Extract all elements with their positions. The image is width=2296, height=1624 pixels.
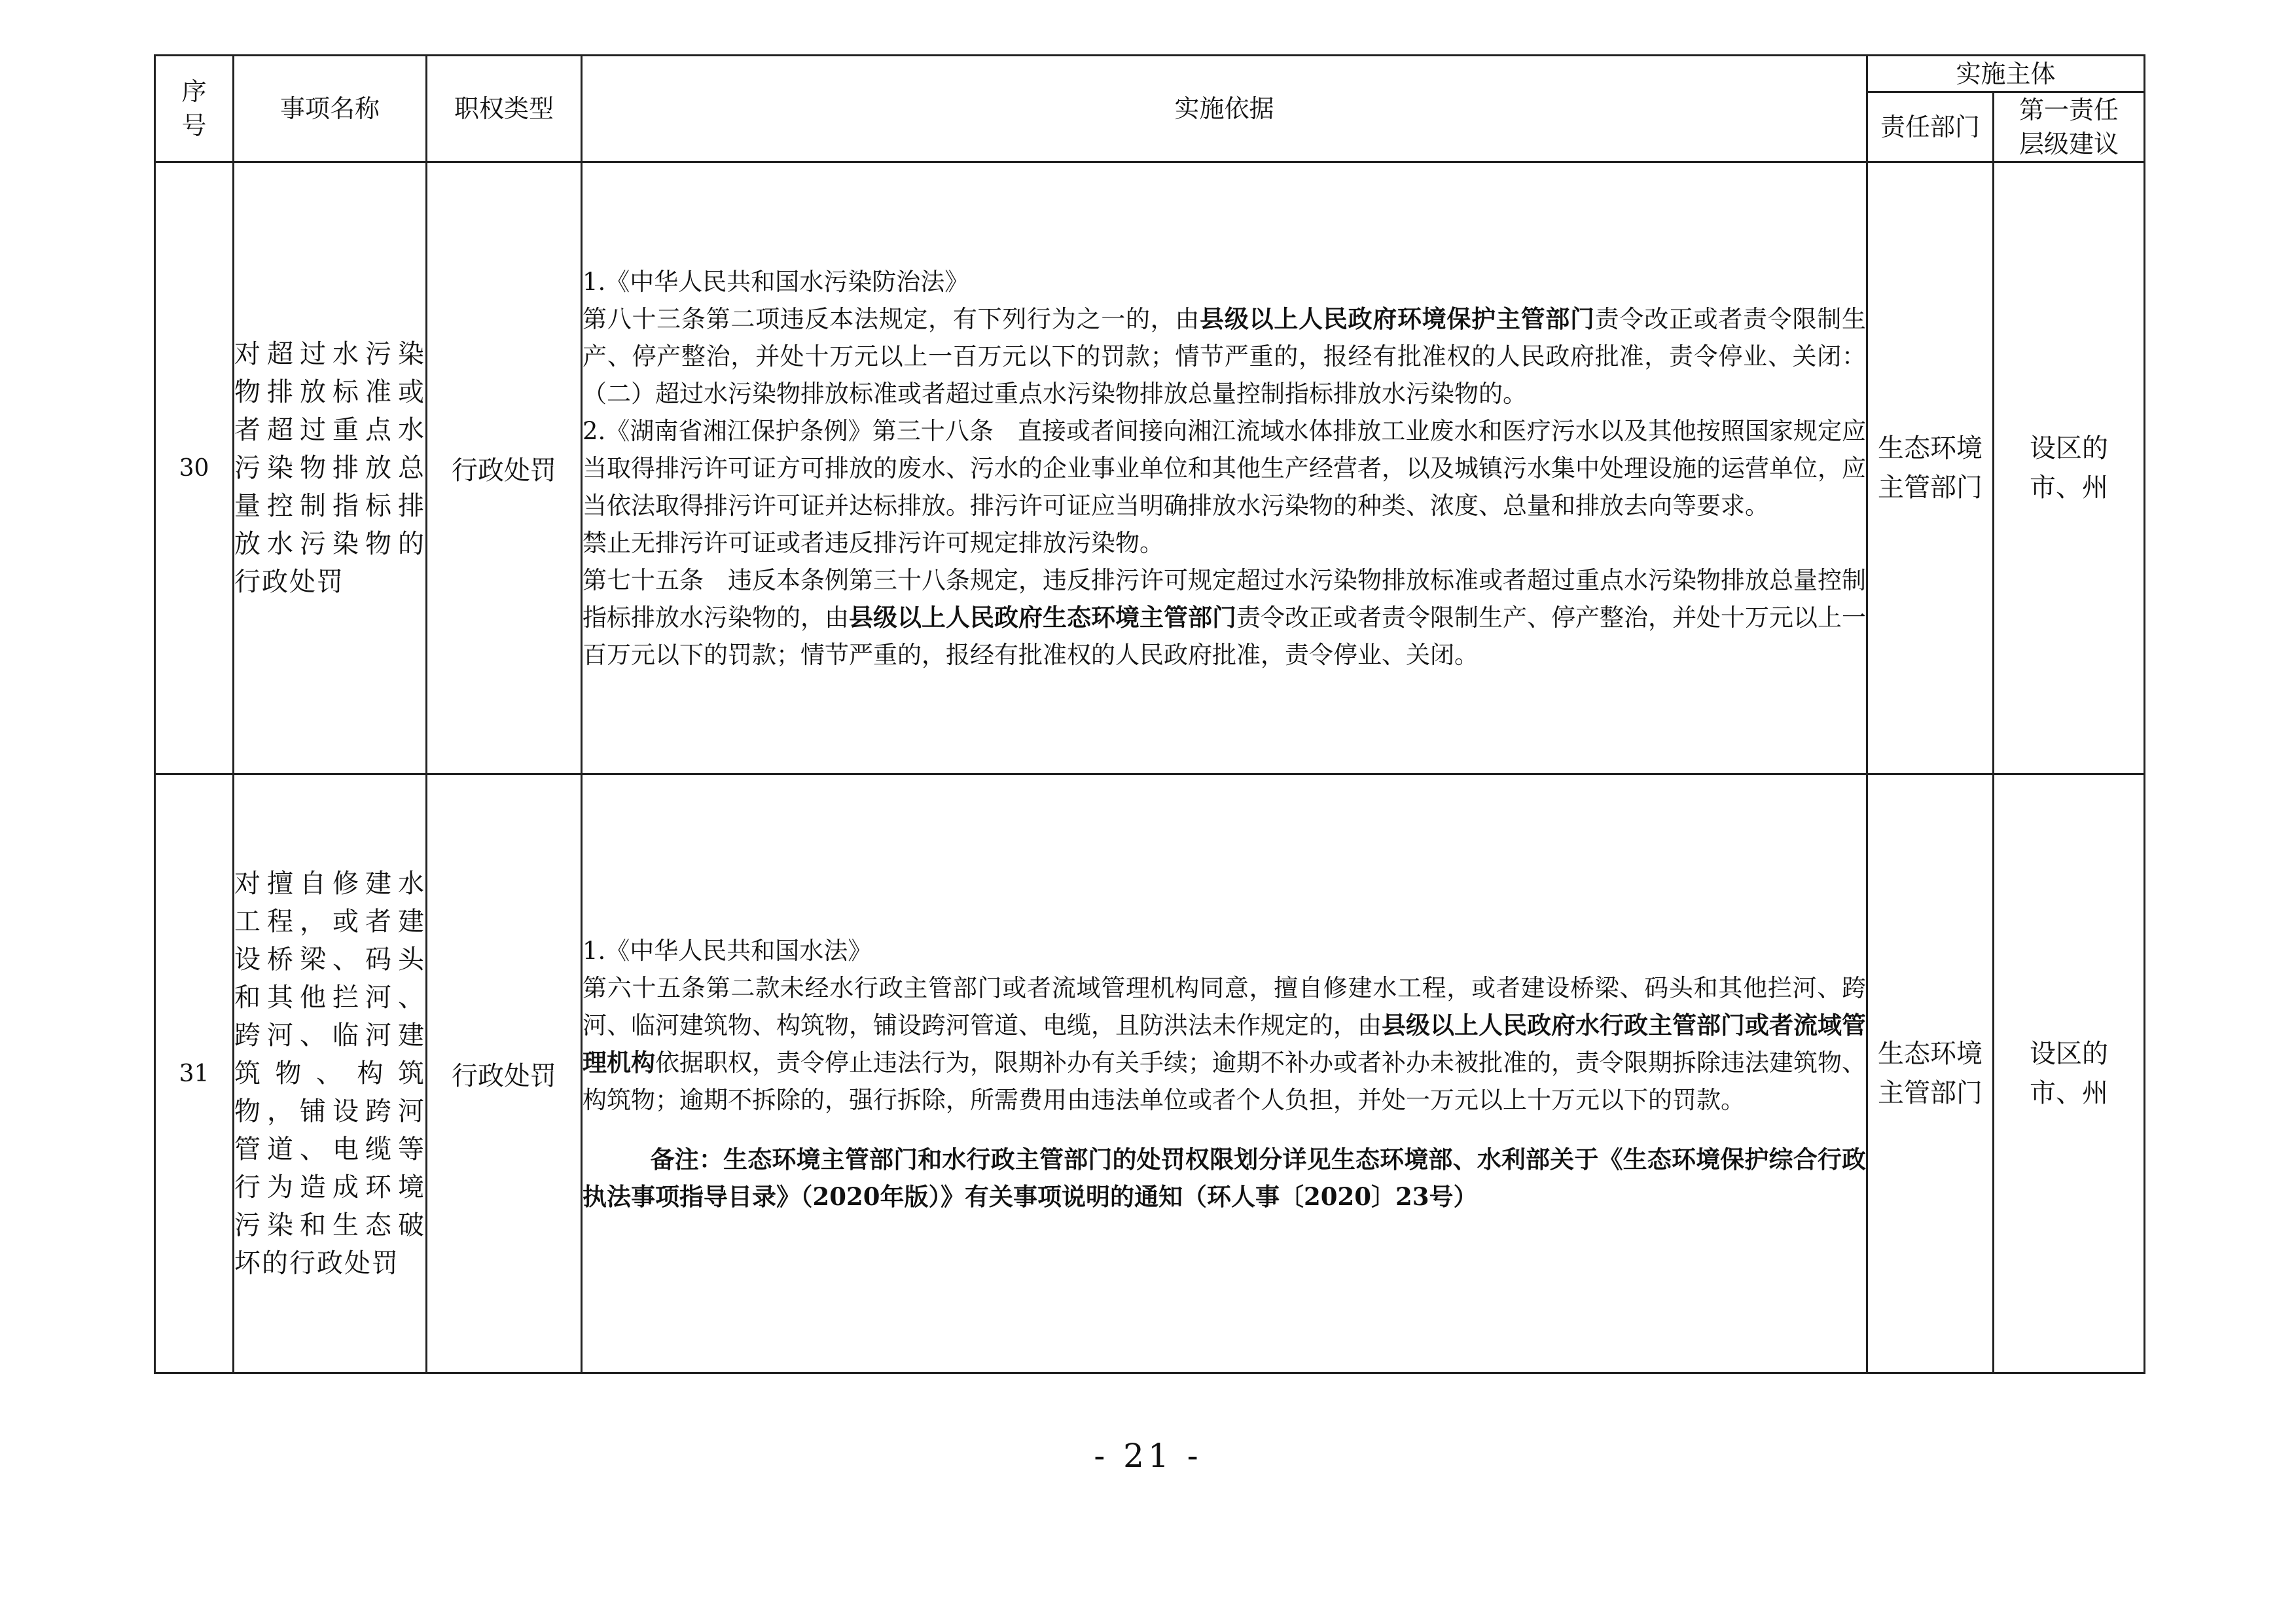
table-row <box>155 774 2145 1373</box>
item-name: 对擅自修建水工程，或者建设桥梁、码头和其他拦河、跨河、临河建筑物、构筑物，铺设跨河管道、电缆等行为造成环境污染和生态破坏的行政处罚 <box>234 774 427 1373</box>
basis-text: 第七十五条 违反本条例第三十八条规定，违反排污许可规定超过水污染物排放标准或者超过重点水污染物排放总量控制指标排放水污染物的，由 <box>583 566 1866 632</box>
responsibility-level: 设区的 市、州 <box>1994 774 2145 1373</box>
basis-paragraph <box>583 524 1866 562</box>
row-number: 30 <box>155 162 234 774</box>
header-authority-type: 职权类型 <box>427 56 582 162</box>
responsible-dept: 生态环境 主管部门 <box>1867 162 1994 774</box>
basis-note: 备注：生态环境主管部门和水行政主管部门的处罚权限划分详见生态环境部、水利部关于《生态环境保护综合行政执法事项指导目录》（2020年版）》有关事项说明的通知（环人事〔2020〕23号） <box>583 1144 1866 1211</box>
page-number: - 21 - <box>1094 1437 1202 1475</box>
basis-paragraph <box>583 412 1866 524</box>
basis-paragraph <box>583 300 1866 412</box>
basis-text: 依据职权，责令停止违法行为，限期补办有关手续；逾期不补办或者补办未被批准的，责令限期拆除违法建筑物、构筑物；逾期不拆除的，强行拆除，所需费用由违法单位或者个人负担，并处一万元以上十万元以下的罚款。 <box>583 1048 1866 1114</box>
basis-text: 1.《中华人民共和国水法》 <box>583 936 872 965</box>
basis-text: 第六十五条第二款未经水行政主管部门或者流域管理机构同意，擅自修建水工程，或者建设桥梁、码头和其他拦河、跨河、临河建筑物、构筑物，铺设跨河管道、电缆，且防洪法未作规定的，由 <box>583 973 1866 1039</box>
basis-paragraph <box>583 562 1866 674</box>
basis-text: 2.《湖南省湘江保护条例》第三十八条 直接或者间接向湘江流域水体排放工业废水和医疗污水以及其他按照国家规定应当取得排污许可证方可排放的废水、污水的企业事业单位和其他生产经营者，以及城镇污水集中处理设施的运营单位，应当依法取得排污许可证并达标排放。排污许可证应当明确排放水污染物的种类、浓度、总量和排放去向等要求。 <box>583 416 1866 520</box>
table-row <box>155 162 2145 774</box>
basis-paragraph <box>583 969 1866 1119</box>
header-dept: 责任部门 <box>1867 92 1994 162</box>
basis-text: 第八十三条第二项违反本法规定，有下列行为之一的，由 <box>583 304 1200 333</box>
header-basis: 实施依据 <box>582 56 1867 162</box>
basis-emphasis: 县级以上人民政府生态环境主管部门 <box>849 602 1236 632</box>
responsibility-level: 设区的 市、州 <box>1994 162 2145 774</box>
basis-text: 责令改正或者责令限制生产、停产整治，并处十万元以上一百万元以下的罚款；情节严重的，报经有批准权的人民政府批准，责令停业、关闭：（二）超过水污染物排放标准或者超过重点水污染物排放总量控制指标排放水污染物的。 <box>583 304 1867 408</box>
basis-text: 责令改正或者责令限制生产、停产整治，并处十万元以上一百万元以下的罚款；情节严重的，报经有批准权的人民政府批准，责令停业、关闭。 <box>583 603 1866 669</box>
basis-emphasis: 县级以上人民政府环境保护主管部门 <box>1200 304 1595 333</box>
responsible-dept: 生态环境 主管部门 <box>1867 774 1994 1373</box>
authority-type: 行政处罚 <box>427 162 582 774</box>
legal-basis <box>582 162 1867 774</box>
authority-type: 行政处罚 <box>427 774 582 1373</box>
header-item-name: 事项名称 <box>234 56 427 162</box>
enforcement-items-table <box>154 54 2145 1374</box>
basis-text: 1.《中华人民共和国水污染防治法》 <box>583 267 969 296</box>
legal-basis <box>582 774 1867 1373</box>
header-subject: 实施主体 <box>1867 56 2145 92</box>
basis-paragraph <box>583 932 1866 969</box>
basis-text: 禁止无排污许可证或者违反排污许可规定排放污染物。 <box>583 528 1164 557</box>
basis-emphasis: 县级以上人民政府水行政主管部门或者流域管理机构 <box>583 1010 1866 1077</box>
header-level: 第一责任 层级建议 <box>1994 92 2145 162</box>
basis-paragraph <box>583 263 1866 300</box>
header-seq: 序 号 <box>155 56 234 162</box>
item-name: 对超过水污染物排放标准或者超过重点水污染物排放总量控制指标排放水污染物的行政处罚 <box>234 162 427 774</box>
row-number: 31 <box>155 774 234 1373</box>
